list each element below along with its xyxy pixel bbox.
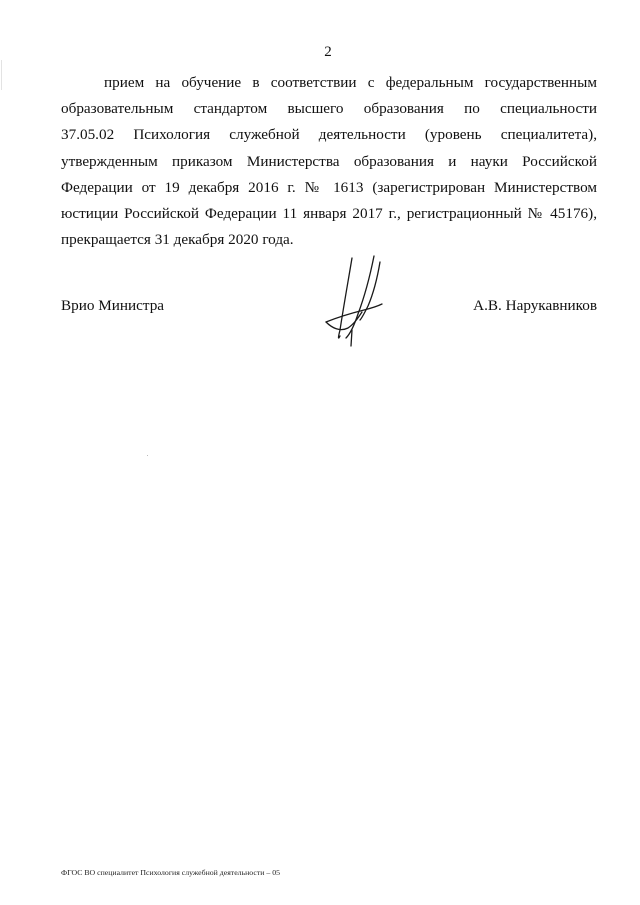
body-line: образовательным стандартом высшего образования по специальности (61, 100, 597, 118)
signer-title: Врио Министра (61, 297, 165, 314)
body-line: утвержденным приказом Министерства образования и науки Российской (61, 152, 597, 170)
signer-name: А.В. Нарукавников (473, 297, 597, 314)
scan-edge-mark (1, 60, 2, 90)
body-line: 37.05.02 Психология служебной деятельности (уровень специалитета), (61, 126, 597, 144)
body-paragraph (61, 70, 597, 253)
page-number: 2 (324, 44, 332, 60)
handwritten-signature (318, 252, 398, 348)
scan-speck (147, 455, 148, 456)
body-line: юстиции Российской Федерации 11 января 2017 г., регистрационный № 45176), (61, 205, 597, 223)
signature-stroke (351, 330, 352, 346)
body-line: прекращается 31 декабря 2020 года. (61, 231, 294, 249)
signature-stroke (360, 262, 380, 320)
signature-stroke (326, 304, 382, 322)
signature-stroke (326, 312, 362, 330)
body-line: Федерации от 19 декабря 2016 г. № 1613 (зарегистрирован Министерством (61, 178, 597, 196)
footer-text: ФГОС ВО специалитет Психология служебной деятельности – 05 (61, 868, 281, 877)
body-line: прием на обучение в соответствии с федеральным государственным (104, 74, 597, 91)
